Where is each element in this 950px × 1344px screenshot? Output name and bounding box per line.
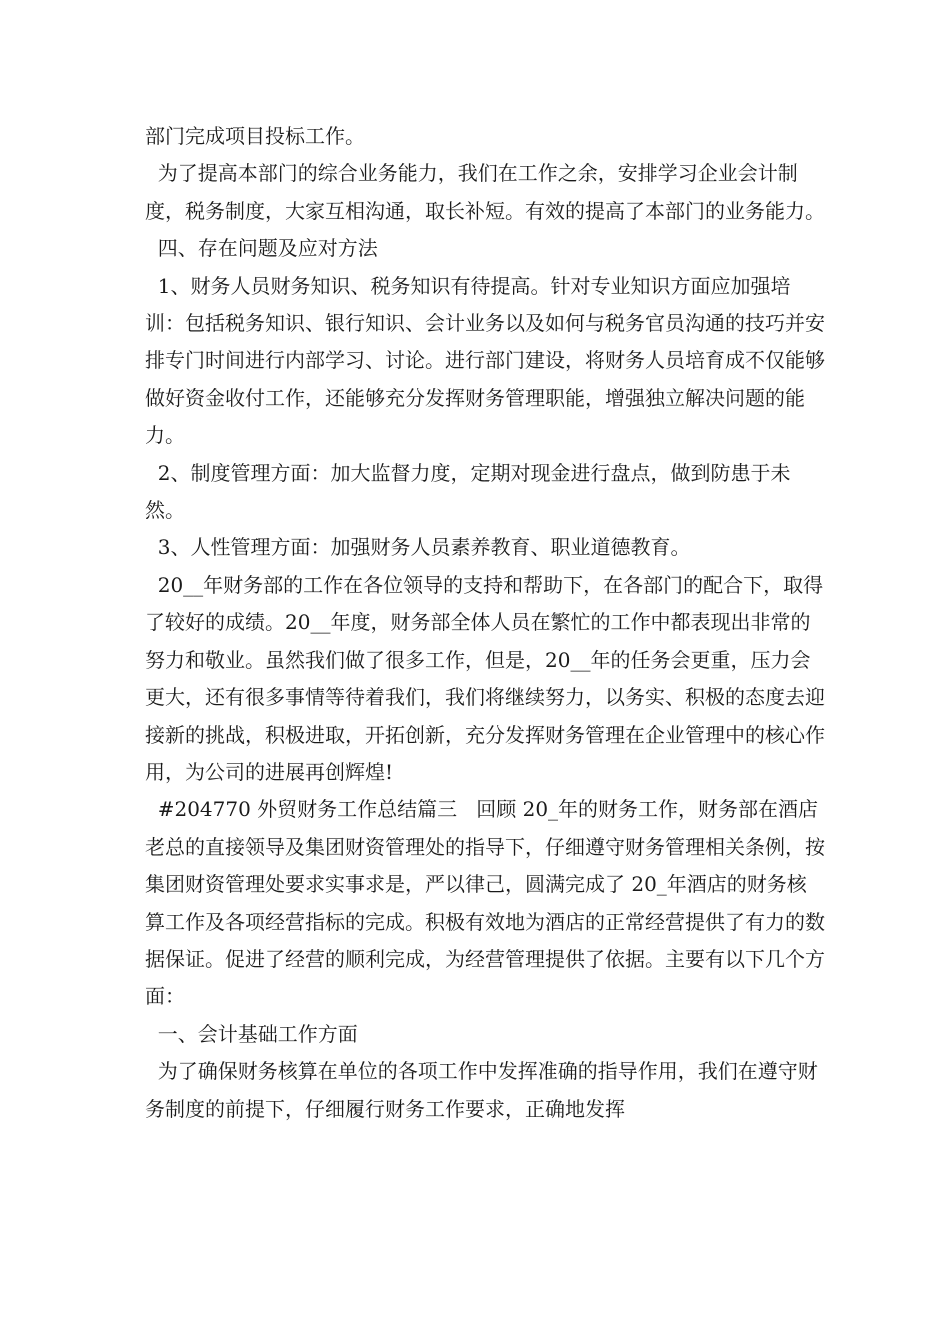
- document-body: [145, 118, 825, 1128]
- paragraph: 为了确保财务核算在单位的各项工作中发挥准确的指导作用，我们在遵守财务制度的前提下，仔细履行财务工作要求，正确地发挥: [145, 1059, 818, 1121]
- paragraph: 为了提高本部门的综合业务能力，我们在工作之余，安排学习企业会计制度，税务制度，大家互相沟通，取长补短。有效的提高了本部门的业务能力。: [145, 161, 825, 223]
- paragraph: 部门完成项目投标工作。: [145, 124, 365, 148]
- section-heading: 一、会计基础工作方面: [145, 1021, 358, 1046]
- paragraph: #204770 外贸财务工作总结篇三 回顾 20_年的财务工作，财务部在酒店老总的直接领导及集团财资管理处的指导下，仔细遵守财务管理相关条例，按集团财资管理处要求实事求是，严以律己，圆满完成了 20_年酒店的财务核算工作及各项经营指标的完成。积极有效地为酒店的正常经营提供了有力的数据保证。促进了经营的顺利完成，为经营管理提供了依据。主要有以下几个方面：: [145, 797, 825, 1009]
- paragraph: 3、人性管理方面：加强财务人员素养教育、职业道德教育。: [145, 535, 691, 560]
- paragraph: 20__年财务部的工作在各位领导的支持和帮助下，在各部门的配合下，取得了较好的成绩。20__年度，财务部全体人员在繁忙的工作中都表现出非常的努力和敬业。虽然我们做了很多工作，但是，20__年的任务会更重，压力会更大，还有很多事情等待着我们，我们将继续努力，以务实、积极的态度去迎接新的挑战，积极进取，开拓创新，充分发挥财务管理在企业管理中的核心作用，为公司的进展再创辉煌!: [145, 572, 825, 784]
- paragraph: 2、制度管理方面：加大监督力度，定期对现金进行盘点，做到防患于未然。: [145, 460, 791, 523]
- paragraph: 1、财务人员财务知识、税务知识有待提高。针对专业知识方面应加强培训：包括税务知识、银行知识、会计业务以及如何与税务官员沟通的技巧并安排专门时间进行内部学习、讨论。进行部门建设，将财务人员培育成不仅能够做好资金收付工作，还能够充分发挥财务管理职能，增强独立解决问题的能力。: [145, 273, 825, 448]
- section-heading: 四、存在问题及应对方法: [145, 236, 378, 261]
